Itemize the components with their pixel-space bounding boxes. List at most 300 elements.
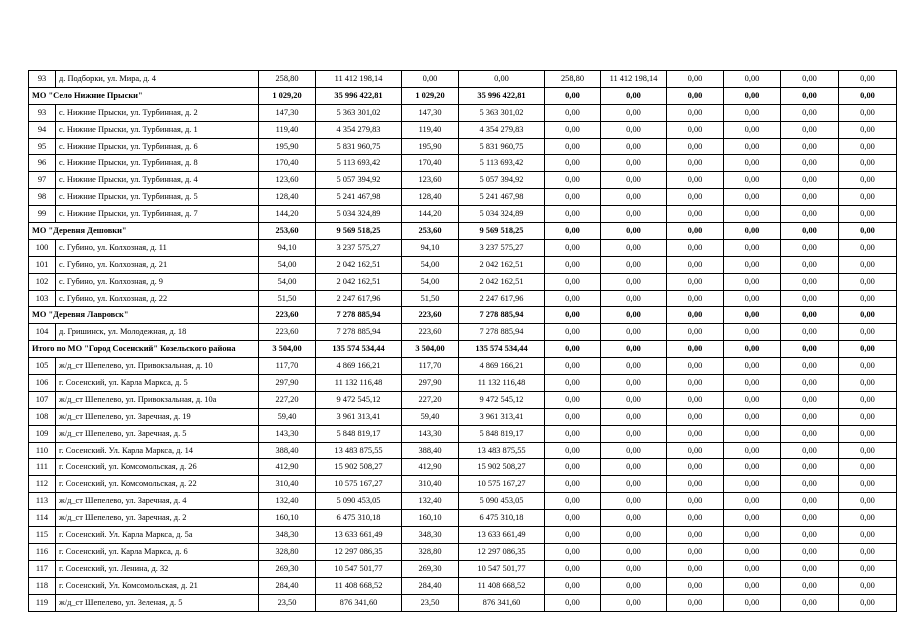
value-cell: 0,00 (781, 527, 839, 544)
value-cell: 0,00 (601, 138, 667, 155)
value-cell: 5 090 453,05 (316, 493, 402, 510)
value-cell: 0,00 (781, 256, 839, 273)
row-number: 108 (29, 408, 56, 425)
value-cell: 143,30 (259, 425, 316, 442)
table-row (29, 239, 897, 256)
value-cell: 253,60 (259, 223, 316, 240)
table-body (29, 71, 897, 612)
value-cell: 0,00 (724, 594, 781, 611)
value-cell: 147,30 (259, 104, 316, 121)
value-cell: 0,00 (667, 138, 724, 155)
table-row (29, 560, 897, 577)
value-cell: 147,30 (402, 104, 459, 121)
value-cell: 0,00 (545, 594, 601, 611)
value-cell: 0,00 (667, 273, 724, 290)
value-cell: 160,10 (259, 510, 316, 527)
value-cell: 0,00 (545, 138, 601, 155)
value-cell: 0,00 (781, 493, 839, 510)
group-label: МО "Село Нижние Прыски" (29, 87, 259, 104)
value-cell: 13 483 875,55 (316, 442, 402, 459)
value-cell: 117,70 (402, 358, 459, 375)
value-cell: 0,00 (667, 121, 724, 138)
value-cell: 2 042 162,51 (316, 256, 402, 273)
address-cell: с. Нижние Прыски, ул. Турбинная, д. 2 (56, 104, 259, 121)
row-number: 115 (29, 527, 56, 544)
address-cell: с. Губино, ул. Колхозная, д. 21 (56, 256, 259, 273)
table-row (29, 256, 897, 273)
value-cell: 876 341,60 (316, 594, 402, 611)
value-cell: 297,90 (259, 375, 316, 392)
value-cell: 0,00 (601, 560, 667, 577)
value-cell: 0,00 (781, 594, 839, 611)
value-cell: 412,90 (259, 459, 316, 476)
value-cell: 6 475 310,18 (316, 510, 402, 527)
value-cell: 0,00 (667, 71, 724, 88)
value-cell: 5 831 960,75 (316, 138, 402, 155)
table-row (29, 206, 897, 223)
value-cell: 0,00 (459, 71, 545, 88)
value-cell: 0,00 (839, 206, 897, 223)
value-cell: 0,00 (781, 341, 839, 358)
value-cell: 0,00 (781, 189, 839, 206)
value-cell: 0,00 (781, 476, 839, 493)
value-cell: 0,00 (724, 442, 781, 459)
value-cell: 0,00 (839, 358, 897, 375)
value-cell: 0,00 (601, 87, 667, 104)
value-cell: 0,00 (601, 324, 667, 341)
value-cell: 0,00 (839, 476, 897, 493)
value-cell: 35 996 422,81 (316, 87, 402, 104)
value-cell: 223,60 (259, 307, 316, 324)
value-cell: 59,40 (259, 408, 316, 425)
value-cell: 0,00 (545, 527, 601, 544)
address-cell: с. Нижние Прыски, ул. Турбинная, д. 7 (56, 206, 259, 223)
value-cell: 123,60 (259, 172, 316, 189)
value-cell: 0,00 (724, 391, 781, 408)
value-cell: 10 547 501,77 (316, 560, 402, 577)
value-cell: 0,00 (724, 189, 781, 206)
row-number: 94 (29, 121, 56, 138)
value-cell: 0,00 (839, 594, 897, 611)
value-cell: 0,00 (839, 560, 897, 577)
value-cell: 0,00 (545, 189, 601, 206)
value-cell: 0,00 (781, 560, 839, 577)
value-cell: 0,00 (839, 155, 897, 172)
row-number: 105 (29, 358, 56, 375)
value-cell: 0,00 (839, 459, 897, 476)
group-label: МО "Деревня Лавровск" (29, 307, 259, 324)
value-cell: 0,00 (724, 577, 781, 594)
value-cell: 0,00 (601, 459, 667, 476)
value-cell: 0,00 (724, 290, 781, 307)
value-cell: 388,40 (259, 442, 316, 459)
value-cell: 0,00 (667, 425, 724, 442)
value-cell: 0,00 (601, 442, 667, 459)
value-cell: 0,00 (667, 256, 724, 273)
value-cell: 0,00 (724, 341, 781, 358)
value-cell: 0,00 (667, 324, 724, 341)
value-cell: 0,00 (724, 459, 781, 476)
value-cell: 0,00 (724, 104, 781, 121)
value-cell: 10 547 501,77 (459, 560, 545, 577)
value-cell: 0,00 (781, 442, 839, 459)
address-cell: ж/д_ст Шепелево, ул. Зеленая, д. 5 (56, 594, 259, 611)
value-cell: 0,00 (545, 493, 601, 510)
value-cell: 0,00 (839, 543, 897, 560)
value-cell: 0,00 (781, 155, 839, 172)
value-cell: 0,00 (781, 510, 839, 527)
value-cell: 0,00 (724, 543, 781, 560)
value-cell: 0,00 (839, 375, 897, 392)
value-cell: 51,50 (402, 290, 459, 307)
address-cell: ж/д_ст Шепелево, ул. Заречная, д. 19 (56, 408, 259, 425)
value-cell: 0,00 (545, 290, 601, 307)
value-cell: 0,00 (402, 71, 459, 88)
value-cell: 144,20 (259, 206, 316, 223)
value-cell: 0,00 (545, 358, 601, 375)
value-cell: 7 278 885,94 (459, 324, 545, 341)
value-cell: 258,80 (259, 71, 316, 88)
value-cell: 0,00 (839, 324, 897, 341)
value-cell: 4 354 279,83 (459, 121, 545, 138)
value-cell: 0,00 (839, 527, 897, 544)
value-cell: 2 247 617,96 (316, 290, 402, 307)
value-cell: 9 569 518,25 (459, 223, 545, 240)
value-cell: 2 042 162,51 (316, 273, 402, 290)
group-total-row (29, 87, 897, 104)
value-cell: 0,00 (601, 172, 667, 189)
value-cell: 7 278 885,94 (316, 324, 402, 341)
value-cell: 0,00 (601, 104, 667, 121)
value-cell: 0,00 (545, 155, 601, 172)
value-cell: 0,00 (839, 87, 897, 104)
value-cell: 0,00 (781, 206, 839, 223)
row-number: 99 (29, 206, 56, 223)
value-cell: 51,50 (259, 290, 316, 307)
value-cell: 0,00 (724, 155, 781, 172)
value-cell: 5 848 819,17 (459, 425, 545, 442)
row-number: 93 (29, 71, 56, 88)
group-total-row (29, 341, 897, 358)
value-cell: 0,00 (667, 510, 724, 527)
value-cell: 0,00 (667, 87, 724, 104)
value-cell: 0,00 (601, 189, 667, 206)
table-row (29, 273, 897, 290)
value-cell: 195,90 (402, 138, 459, 155)
group-total-row (29, 223, 897, 240)
value-cell: 170,40 (259, 155, 316, 172)
value-cell: 0,00 (724, 138, 781, 155)
value-cell: 0,00 (601, 341, 667, 358)
value-cell: 128,40 (259, 189, 316, 206)
value-cell: 1 029,20 (259, 87, 316, 104)
value-cell: 54,00 (402, 256, 459, 273)
value-cell: 5 831 960,75 (459, 138, 545, 155)
value-cell: 876 341,60 (459, 594, 545, 611)
value-cell: 0,00 (667, 206, 724, 223)
value-cell: 0,00 (667, 189, 724, 206)
value-cell: 7 278 885,94 (459, 307, 545, 324)
value-cell: 0,00 (545, 307, 601, 324)
value-cell: 0,00 (545, 273, 601, 290)
value-cell: 0,00 (667, 476, 724, 493)
value-cell: 0,00 (781, 273, 839, 290)
value-cell: 328,80 (259, 543, 316, 560)
value-cell: 35 996 422,81 (459, 87, 545, 104)
address-cell: с. Губино, ул. Колхозная, д. 11 (56, 239, 259, 256)
value-cell: 0,00 (781, 408, 839, 425)
value-cell: 0,00 (667, 459, 724, 476)
address-cell: г. Сосенский, ул. Комсомольская, д. 22 (56, 476, 259, 493)
value-cell: 0,00 (724, 307, 781, 324)
address-cell: г. Сосенский, ул. Карла Маркса, д. 5 (56, 375, 259, 392)
value-cell: 5 113 693,42 (459, 155, 545, 172)
value-cell: 7 278 885,94 (316, 307, 402, 324)
row-number: 98 (29, 189, 56, 206)
value-cell: 0,00 (601, 408, 667, 425)
value-cell: 3 504,00 (259, 341, 316, 358)
value-cell: 144,20 (402, 206, 459, 223)
value-cell: 0,00 (667, 375, 724, 392)
address-cell: с. Губино, ул. Колхозная, д. 22 (56, 290, 259, 307)
value-cell: 132,40 (402, 493, 459, 510)
value-cell: 132,40 (259, 493, 316, 510)
value-cell: 9 569 518,25 (316, 223, 402, 240)
value-cell: 15 902 508,27 (316, 459, 402, 476)
value-cell: 348,30 (402, 527, 459, 544)
table-row (29, 71, 897, 88)
value-cell: 0,00 (839, 189, 897, 206)
value-cell: 0,00 (781, 121, 839, 138)
value-cell: 0,00 (724, 87, 781, 104)
row-number: 118 (29, 577, 56, 594)
value-cell: 1 029,20 (402, 87, 459, 104)
value-cell: 119,40 (259, 121, 316, 138)
value-cell: 0,00 (724, 324, 781, 341)
value-cell: 0,00 (724, 560, 781, 577)
value-cell: 0,00 (545, 510, 601, 527)
value-cell: 0,00 (724, 493, 781, 510)
value-cell: 94,10 (259, 239, 316, 256)
address-cell: г. Сосенский, ул. Комсомольская, д. 26 (56, 459, 259, 476)
value-cell: 9 472 545,12 (459, 391, 545, 408)
value-cell: 0,00 (667, 560, 724, 577)
table-row (29, 493, 897, 510)
address-cell: с. Нижние Прыски, ул. Турбинная, д. 8 (56, 155, 259, 172)
value-cell: 0,00 (839, 341, 897, 358)
value-cell: 0,00 (601, 273, 667, 290)
value-cell: 54,00 (402, 273, 459, 290)
value-cell: 0,00 (545, 375, 601, 392)
value-cell: 0,00 (781, 577, 839, 594)
value-cell: 117,70 (259, 358, 316, 375)
value-cell: 0,00 (724, 121, 781, 138)
value-cell: 0,00 (545, 459, 601, 476)
row-number: 116 (29, 543, 56, 560)
value-cell: 0,00 (724, 476, 781, 493)
value-cell: 0,00 (601, 358, 667, 375)
value-cell: 0,00 (781, 138, 839, 155)
value-cell: 297,90 (402, 375, 459, 392)
address-cell: г. Сосенский. Ул. Карла Маркса, д. 5а (56, 527, 259, 544)
value-cell: 0,00 (545, 560, 601, 577)
value-cell: 348,30 (259, 527, 316, 544)
value-cell: 0,00 (724, 172, 781, 189)
address-cell: г. Сосенский. Ул. Карла Маркса, д. 14 (56, 442, 259, 459)
value-cell: 0,00 (781, 223, 839, 240)
table-row (29, 442, 897, 459)
value-cell: 2 247 617,96 (459, 290, 545, 307)
value-cell: 0,00 (839, 256, 897, 273)
value-cell: 0,00 (601, 206, 667, 223)
row-number: 119 (29, 594, 56, 611)
value-cell: 0,00 (839, 223, 897, 240)
group-label: МО "Деревня Дешовки" (29, 223, 259, 240)
address-cell: г. Сосенский, ул. Ленина, д. 32 (56, 560, 259, 577)
value-cell: 0,00 (667, 408, 724, 425)
table-row (29, 324, 897, 341)
value-cell: 0,00 (545, 223, 601, 240)
value-cell: 0,00 (667, 104, 724, 121)
value-cell: 0,00 (545, 104, 601, 121)
table-row (29, 459, 897, 476)
value-cell: 0,00 (667, 391, 724, 408)
value-cell: 0,00 (781, 459, 839, 476)
table-row (29, 543, 897, 560)
group-label: Итого по МО "Город Сосенский" Козельского района (29, 341, 259, 358)
value-cell: 10 575 167,27 (459, 476, 545, 493)
value-cell: 0,00 (781, 543, 839, 560)
value-cell: 0,00 (601, 256, 667, 273)
value-cell: 3 237 575,27 (316, 239, 402, 256)
value-cell: 6 475 310,18 (459, 510, 545, 527)
value-cell: 0,00 (601, 307, 667, 324)
value-cell: 170,40 (402, 155, 459, 172)
value-cell: 5 034 324,89 (459, 206, 545, 223)
value-cell: 328,80 (402, 543, 459, 560)
value-cell: 0,00 (839, 442, 897, 459)
value-cell: 227,20 (259, 391, 316, 408)
row-number: 104 (29, 324, 56, 341)
value-cell: 269,30 (259, 560, 316, 577)
value-cell: 0,00 (781, 358, 839, 375)
address-cell: с. Нижние Прыски, ул. Турбинная, д. 6 (56, 138, 259, 155)
value-cell: 0,00 (781, 425, 839, 442)
value-cell: 0,00 (724, 71, 781, 88)
value-cell: 135 574 534,44 (316, 341, 402, 358)
value-cell: 0,00 (724, 256, 781, 273)
value-cell: 0,00 (839, 71, 897, 88)
value-cell: 310,40 (402, 476, 459, 493)
value-cell: 3 237 575,27 (459, 239, 545, 256)
address-cell: г. Сосенский, ул. Карла Маркса, д. 6 (56, 543, 259, 560)
value-cell: 0,00 (781, 104, 839, 121)
value-cell: 4 869 166,21 (316, 358, 402, 375)
row-number: 112 (29, 476, 56, 493)
value-cell: 143,30 (402, 425, 459, 442)
table-row (29, 155, 897, 172)
value-cell: 0,00 (781, 324, 839, 341)
value-cell: 0,00 (667, 172, 724, 189)
address-cell: г. Сосенский, Ул. Комсомольская, д. 21 (56, 577, 259, 594)
value-cell: 0,00 (601, 577, 667, 594)
address-cell: с. Нижние Прыски, ул. Турбинная, д. 5 (56, 189, 259, 206)
value-cell: 0,00 (545, 442, 601, 459)
row-number: 107 (29, 391, 56, 408)
value-cell: 0,00 (667, 239, 724, 256)
value-cell: 0,00 (545, 324, 601, 341)
address-cell: с. Нижние Прыски, ул. Турбинная, д. 4 (56, 172, 259, 189)
value-cell: 15 902 508,27 (459, 459, 545, 476)
address-cell: ж/д_ст Шепелево, ул. Привокзальная, д. 10а (56, 391, 259, 408)
value-cell: 0,00 (724, 408, 781, 425)
value-cell: 11 132 116,48 (316, 375, 402, 392)
value-cell: 0,00 (667, 290, 724, 307)
value-cell: 3 961 313,41 (459, 408, 545, 425)
value-cell: 5 034 324,89 (316, 206, 402, 223)
value-cell: 11 408 668,52 (316, 577, 402, 594)
value-cell: 0,00 (839, 239, 897, 256)
row-number: 102 (29, 273, 56, 290)
value-cell: 11 132 116,48 (459, 375, 545, 392)
value-cell: 0,00 (724, 527, 781, 544)
value-cell: 0,00 (724, 510, 781, 527)
value-cell: 0,00 (839, 290, 897, 307)
value-cell: 54,00 (259, 256, 316, 273)
value-cell: 135 574 534,44 (459, 341, 545, 358)
value-cell: 0,00 (839, 425, 897, 442)
value-cell: 0,00 (545, 391, 601, 408)
value-cell: 0,00 (781, 307, 839, 324)
table-row (29, 527, 897, 544)
value-cell: 0,00 (545, 172, 601, 189)
value-cell: 0,00 (601, 594, 667, 611)
value-cell: 0,00 (545, 87, 601, 104)
value-cell: 0,00 (667, 442, 724, 459)
table-row (29, 425, 897, 442)
row-number: 95 (29, 138, 56, 155)
value-cell: 0,00 (781, 290, 839, 307)
table-row (29, 172, 897, 189)
value-cell: 5 241 467,98 (459, 189, 545, 206)
value-cell: 0,00 (667, 341, 724, 358)
row-number: 113 (29, 493, 56, 510)
value-cell: 5 363 301,02 (316, 104, 402, 121)
housing-program-table (28, 70, 897, 612)
value-cell: 0,00 (839, 510, 897, 527)
table-row (29, 476, 897, 493)
value-cell: 0,00 (839, 408, 897, 425)
value-cell: 0,00 (667, 577, 724, 594)
address-cell: ж/д_ст Шепелево, ул. Заречная, д. 4 (56, 493, 259, 510)
table-row (29, 577, 897, 594)
value-cell: 0,00 (545, 239, 601, 256)
value-cell: 0,00 (724, 273, 781, 290)
value-cell: 0,00 (839, 172, 897, 189)
value-cell: 0,00 (724, 223, 781, 240)
table-row (29, 391, 897, 408)
value-cell: 0,00 (601, 155, 667, 172)
row-number: 93 (29, 104, 56, 121)
value-cell: 0,00 (545, 425, 601, 442)
value-cell: 0,00 (667, 493, 724, 510)
row-number: 106 (29, 375, 56, 392)
row-number: 101 (29, 256, 56, 273)
value-cell: 0,00 (839, 104, 897, 121)
value-cell: 23,50 (402, 594, 459, 611)
value-cell: 0,00 (545, 543, 601, 560)
value-cell: 10 575 167,27 (316, 476, 402, 493)
